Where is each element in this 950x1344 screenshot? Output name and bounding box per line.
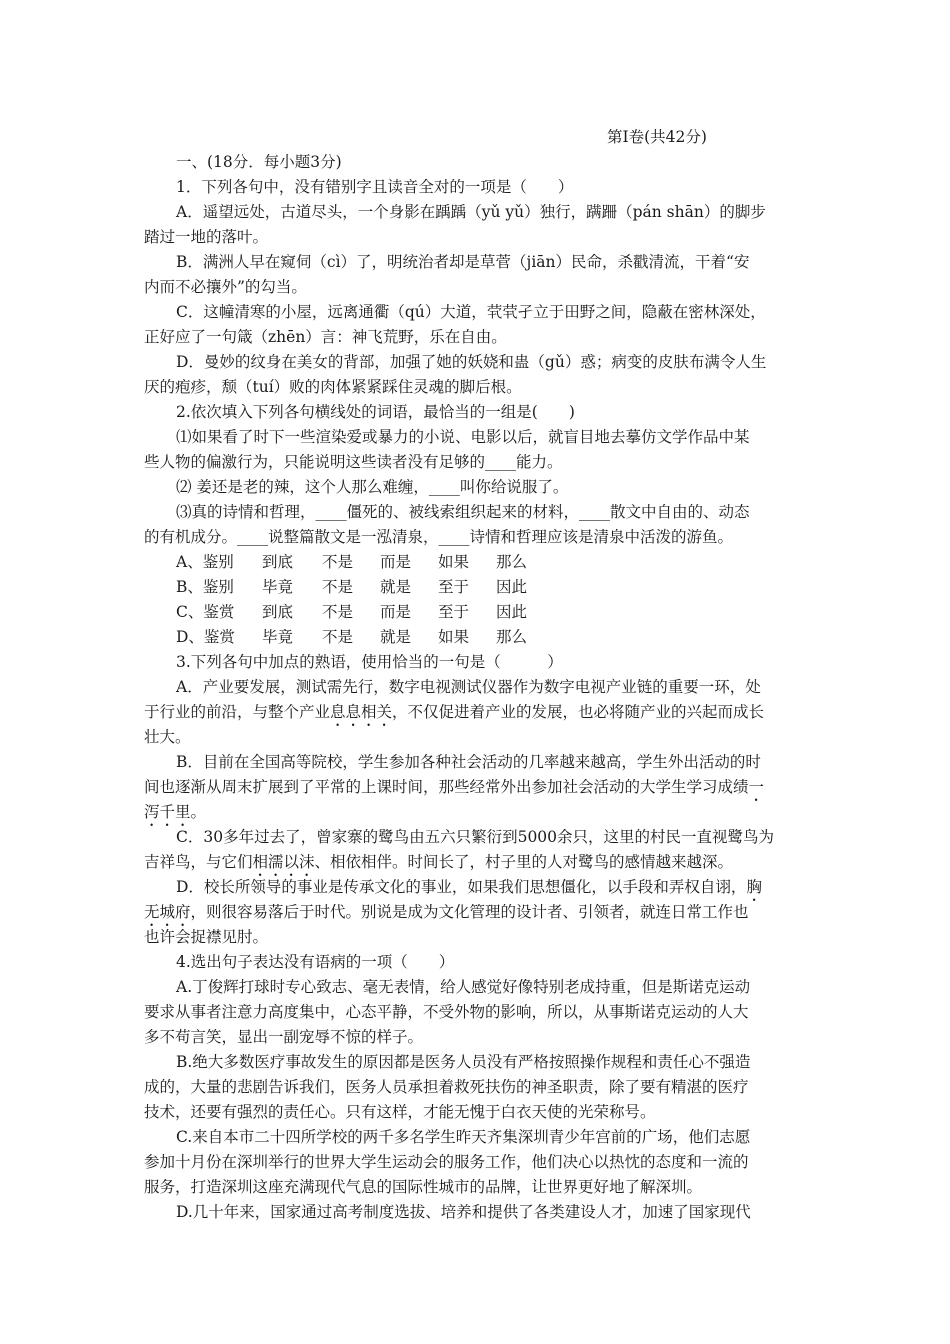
option-word: 到底 <box>262 553 294 571</box>
q2-sentence1-line2: 些人物的偏激行为，只能说明这些读者没有足够的____能力。 <box>144 453 563 471</box>
q4-option-a-line3: 多不苟言笑，显出一副宠辱不惊的样子。 <box>144 1028 424 1046</box>
option-word: 不是 <box>322 578 354 596</box>
option-word: 不是 <box>322 603 354 621</box>
option-word: 因此 <box>496 603 528 621</box>
option-letter: B、鉴别 <box>176 578 234 596</box>
q4-option-c-line3: 服务，打造深圳这座充满现代气息的国际性城市的品牌，让世界更好地了解深圳。 <box>144 1178 703 1196</box>
q2-sentence3-line1: ⑶真的诗情和哲理，____僵死的、被线索组织起来的材料，____散文中自由的、动态 <box>176 503 750 521</box>
option-word: 而是 <box>380 553 412 571</box>
q4-option-c-line2: 参加十月份在深圳举行的世界大学生运动会的服务工作，他们决心以热忱的态度和一流的 <box>144 1153 749 1171</box>
q3-option-a-line1: A．产业要发展，测试需先行，数字电视测试仪器作为数字电视产业链的重要一环，处 <box>176 678 761 696</box>
paper-part-title: 第Ⅰ卷(共42分) <box>607 128 707 146</box>
q1-option-a-line2: 踏过一地的落叶。 <box>144 228 269 246</box>
option-letter: C、鉴赏 <box>176 603 235 621</box>
q3-option-b-line2: 间也逐渐从周末扩展到了平常的上课时间，那些经常外出参加社会活动的大学生学习成绩一 <box>144 778 765 796</box>
q2-sentence3-line2: 的有机成分。____说整篇散文是一泓清泉，____诗情和哲理应该是清泉中活泼的游鱼。 <box>144 528 734 546</box>
emphasized-idiom: 息息相关 <box>330 703 393 721</box>
q4-option-d-line1: D.几十年来，国家通过高考制度选拔、培养和提供了各类建设人才，加速了国家现代 <box>176 1203 751 1221</box>
section-heading: 一、(18分．每小题3分) <box>176 153 342 171</box>
emphasized-idiom: 泻千里 <box>144 803 191 821</box>
option-letter: A、鉴别 <box>176 553 234 571</box>
option-word: 就是 <box>380 578 412 596</box>
q1-option-d-line2: 厌的疱疹，颓（tuí）败的肉体紧紧踩住灵魂的脚后根。 <box>144 378 522 396</box>
q3-stem: 3.下列各句中加点的熟语，使用恰当的一句是（ ） <box>176 653 563 671</box>
emphasized-idiom: 相濡以沫 <box>252 853 315 871</box>
emphasized-idiom: 胸 <box>746 878 762 896</box>
q1-option-b-line1: B．满洲人早在窥伺（cì）了，明统治者却是草菅（jiān）民命，杀戳清流，干着“安 <box>176 253 750 271</box>
option-word: 不是 <box>322 553 354 571</box>
q1-option-a-line1: A．遥望远处，古道尽头，一个身影在踽踽（yǔ yǔ）独行，蹒跚（pán shān）的脚步 <box>176 203 766 221</box>
option-word: 毕竟 <box>262 628 294 646</box>
option-word: 那么 <box>496 553 528 571</box>
option-word: 至于 <box>438 578 470 596</box>
q4-option-b-line3: 技术，还要有强烈的责任心。只有这样，才能无愧于白衣天使的光荣称号。 <box>144 1103 656 1121</box>
q4-option-a-line2: 要求从事者注意力高度集中，心态平静，不受外物的影响，所以，从事斯诺克运动的人大 <box>144 1003 749 1021</box>
q3-option-b-line1: B．目前在全国高等院校，学生参加各种社会活动的几率越来越高，学生外出活动的时 <box>176 753 761 771</box>
q3-option-a-line3: 壮大。 <box>144 728 191 746</box>
emphasized-idiom: 无城府 <box>144 903 191 921</box>
q3-option-a-line2: 于行业的前沿，与整个产业息息相关，不仅促进着产业的发展，也必将随产业的兴起而成长 <box>144 703 765 721</box>
q1-option-c-line1: C．这幢清寒的小屋，远离通衢（qú）大道，茕茕孑立于田野之间，隐蔽在密林深处， <box>176 303 766 321</box>
q2-sentence2: ⑵ 姜还是老的辣，这个人那么难缠，____叫你给说服了。 <box>176 478 569 496</box>
q3-option-d-line1: D．校长所领导的事业是传承文化的事业，如果我们思想僵化，以手段和弄权自诩，胸 <box>176 878 762 896</box>
q3-option-d-line3: 也许会捉襟见肘。 <box>144 928 269 946</box>
option-word: 因此 <box>496 578 528 596</box>
q3-option-d-line2: 无城府，则很容易落后于时代。别说是成为文化管理的设计者、引领者，就连日常工作也 <box>144 903 749 921</box>
emphasized-idiom: 一 <box>748 778 765 796</box>
q4-option-a-line1: A.丁俊辉打球时专心致志、毫无表情，给人感觉好像特别老成持重，但是斯诺克运动 <box>176 978 751 996</box>
q3-option-c-line2: 吉祥鸟，与它们相濡以沫、相依相伴。时间长了，村子里的人对鹭鸟的感情越来越深。 <box>144 853 734 871</box>
q1-stem: 1．下列各句中，没有错别字且读音全对的一项是（ ） <box>176 178 574 196</box>
option-word: 而是 <box>380 603 412 621</box>
q4-option-c-line1: C.来自本市二十四所学校的两千多名学生昨天齐集深圳青少年宫前的广场，他们志愿 <box>176 1128 751 1146</box>
q1-option-d-line1: D．曼妙的纹身在美女的背部，加强了她的妖娆和蛊（gǔ）惑；病变的皮肤布满令人生 <box>176 353 767 371</box>
q1-option-c-line2: 正好应了一句箴（zhēn）言：神飞荒野，乐在自由。 <box>144 328 507 346</box>
q4-option-b-line2: 成的，大量的悲剧告诉我们，医务人员承担着救死扶伤的神圣职责，除了要有精湛的医疗 <box>144 1078 749 1096</box>
q1-option-b-line2: 内而不必攘外”的勾当。 <box>144 278 307 296</box>
q2-sentence1-line1: ⑴如果看了时下一些渲染爱或暴力的小说、电影以后，就盲目地去摹仿文学作品中某 <box>176 428 750 446</box>
q3-option-c-line1: C．30多年过去了，曾家寨的鹭鸟由五六只繁衍到5000余只，这里的村民一直视鹭鸟为 <box>176 828 775 846</box>
option-word: 至于 <box>438 603 470 621</box>
option-word: 毕竟 <box>262 578 294 596</box>
q3-option-b-line3: 泻千里。 <box>144 803 207 821</box>
option-word: 那么 <box>496 628 528 646</box>
q4-stem: 4.选出句子表达没有语病的一项（ ） <box>176 953 455 971</box>
option-word: 到底 <box>262 603 294 621</box>
q4-option-b-line1: B.绝大多数医疗事故发生的原因都是医务人员没有严格按照操作规程和责任心不强造 <box>176 1053 751 1071</box>
option-letter: D、鉴赏 <box>176 628 235 646</box>
option-word: 如果 <box>438 628 470 646</box>
option-word: 不是 <box>322 628 354 646</box>
option-word: 如果 <box>438 553 470 571</box>
option-word: 就是 <box>380 628 412 646</box>
q2-stem: 2.依次填入下列各句横线处的词语，最恰当的一组是( ) <box>176 403 575 421</box>
